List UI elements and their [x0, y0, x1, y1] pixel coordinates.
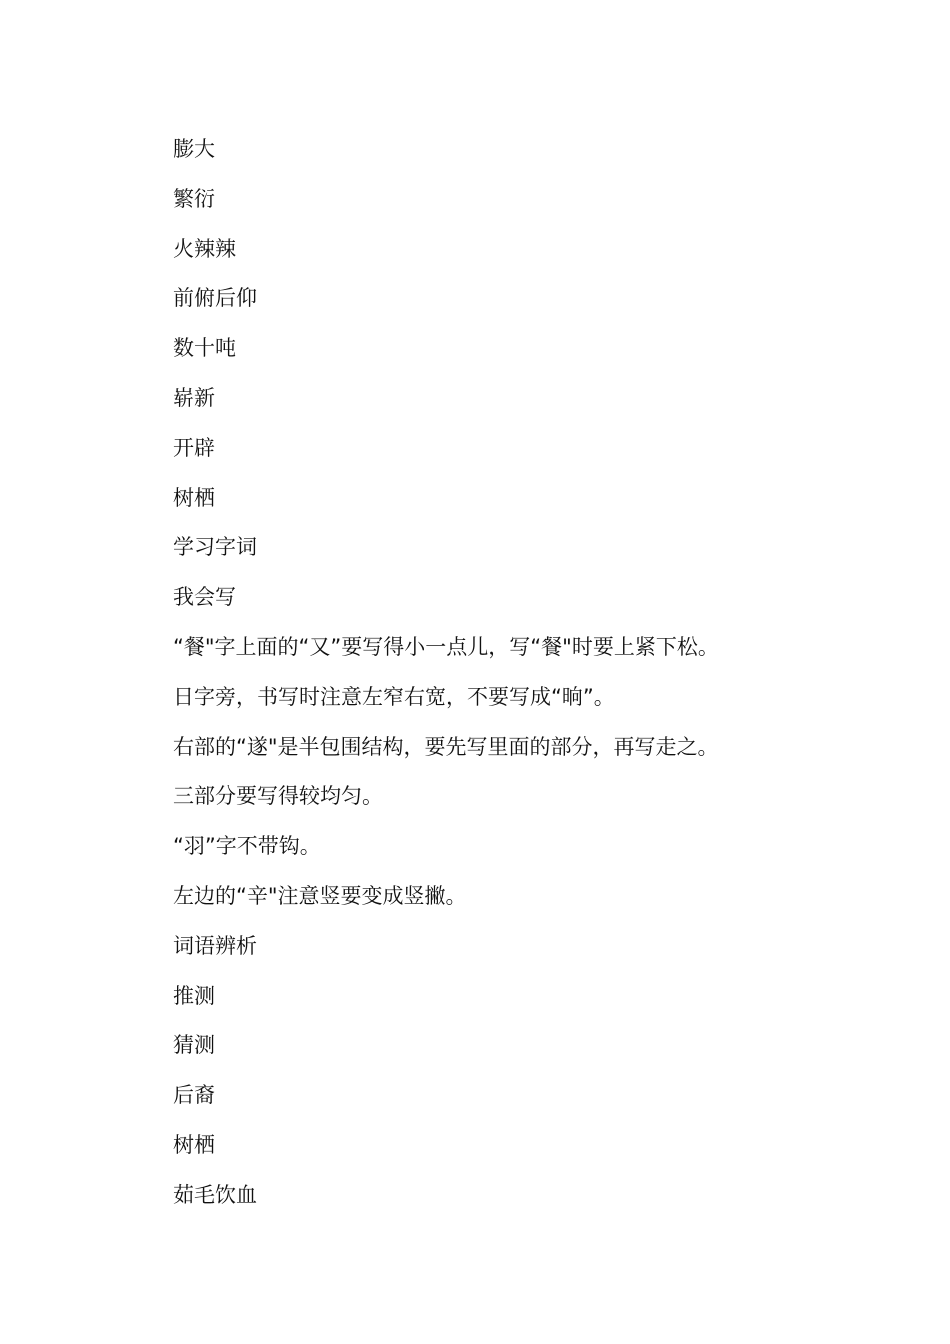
text-line: 左边的“辛"注意竖要变成竖撇。 — [173, 883, 467, 908]
text-line: “羽”字不带钩。 — [173, 834, 321, 859]
text-body — [173, 134, 873, 1230]
text-line: 日字旁，书写时注意左窄右宽，不要写成“晌”。 — [173, 684, 615, 709]
text-line: 火辣辣 — [173, 236, 236, 261]
text-line: 猜测 — [173, 1033, 215, 1058]
text-line: 繁衍 — [173, 186, 215, 211]
section-heading: 词语辨析 — [173, 933, 257, 958]
text-line: 三部分要写得较均匀。 — [173, 784, 383, 809]
text-line: 茹毛饮血 — [173, 1182, 257, 1207]
text-line: 数十吨 — [173, 336, 236, 361]
text-line: 树栖 — [173, 1132, 215, 1157]
text-line: 开辟 — [173, 435, 215, 460]
section-heading: 我会写 — [173, 585, 236, 610]
text-line: 右部的“遂"是半包围结构，要先写里面的部分，再写走之。 — [173, 734, 719, 759]
section-heading: 学习字词 — [173, 535, 257, 560]
text-line: “餐"字上面的“又”要写得小一点儿，写“餐"时要上紧下松。 — [173, 634, 719, 659]
text-line: 后裔 — [173, 1083, 215, 1108]
text-line: 崭新 — [173, 385, 215, 410]
text-line: 树栖 — [173, 485, 215, 510]
text-line: 前俯后仰 — [173, 286, 257, 311]
text-line: 推测 — [173, 983, 215, 1008]
text-line: 膨大 — [173, 137, 215, 161]
